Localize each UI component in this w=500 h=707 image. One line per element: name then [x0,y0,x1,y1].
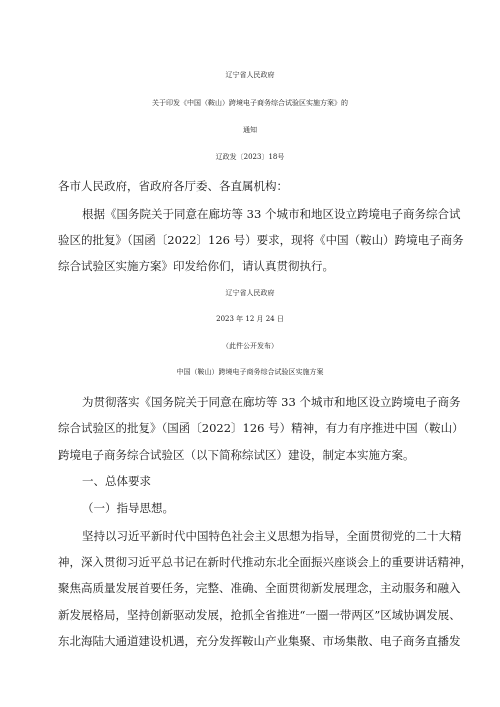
plan-title: 中国（鞍山）跨境电子商务综合试验区实施方案 [176,368,324,376]
document-number: 辽政发〔2023〕18号 [215,153,285,161]
addressee: 各市人民政府，省政府各厅委、各直属机构： [58,179,288,193]
guide-line-4: 新发展格局，坚持创新驱动发展，抢抓全省推进“一圈一带两区”区域协调发展、 [58,608,461,622]
body-line-2: 验区的批复》（国函〔2022〕126 号）要求，现将《中国（鞍山）跨境电子商务 [58,233,464,247]
body-line-1: 根据《国务院关于同意在廊坊等 33 个城市和地区设立跨境电子商务综合试 [82,207,461,221]
guide-line-3: 聚焦高质量发展首要任务，完整、准确、全面贯彻新发展理念，主动服务和融入 [58,581,461,595]
body-line-3: 综合试验区实施方案》印发给你们，请认真贯彻执行。 [58,259,334,273]
intro-line-2: 综合试验区的批复》（国函〔2022〕126 号）精神，有力有序推进中国（鞍山） [58,421,464,435]
issue-date: 2023 年 12 月 24 日 [216,315,284,323]
guide-line-5: 东北海陆大通道建设机遇，充分发挥鞍山产业集聚、市场集散、电子商务直播发 [58,634,461,648]
guide-line-1: 坚持以习近平新时代中国特色社会主义思想为指导，全面贯彻党的二十大精 [82,529,462,543]
notice-title-line-2: 通知 [243,126,257,134]
intro-line-3: 跨境电子商务综合试验区（以下简称综试区）建设，制定本实施方案。 [58,448,415,462]
notice-title-line-1: 关于印发《中国（鞍山）跨境电子商务综合试验区实施方案》的 [152,99,348,107]
signature: 辽宁省人民政府 [225,289,275,297]
intro-line-1: 为贯彻落实《国务院关于同意在廊坊等 33 个城市和地区设立跨境电子商务 [82,395,461,409]
issuer-heading: 辽宁省人民政府 [225,71,275,79]
section-heading-1: 一、总体要求 [82,474,151,488]
publish-note: （此件公开发布） [222,342,278,350]
guide-line-2: 神，深入贯彻习近平总书记在新时代推动东北全面振兴座谈会上的重要讲话精神， [58,555,472,569]
subsection-heading-1: （一）指导思想。 [82,501,174,515]
